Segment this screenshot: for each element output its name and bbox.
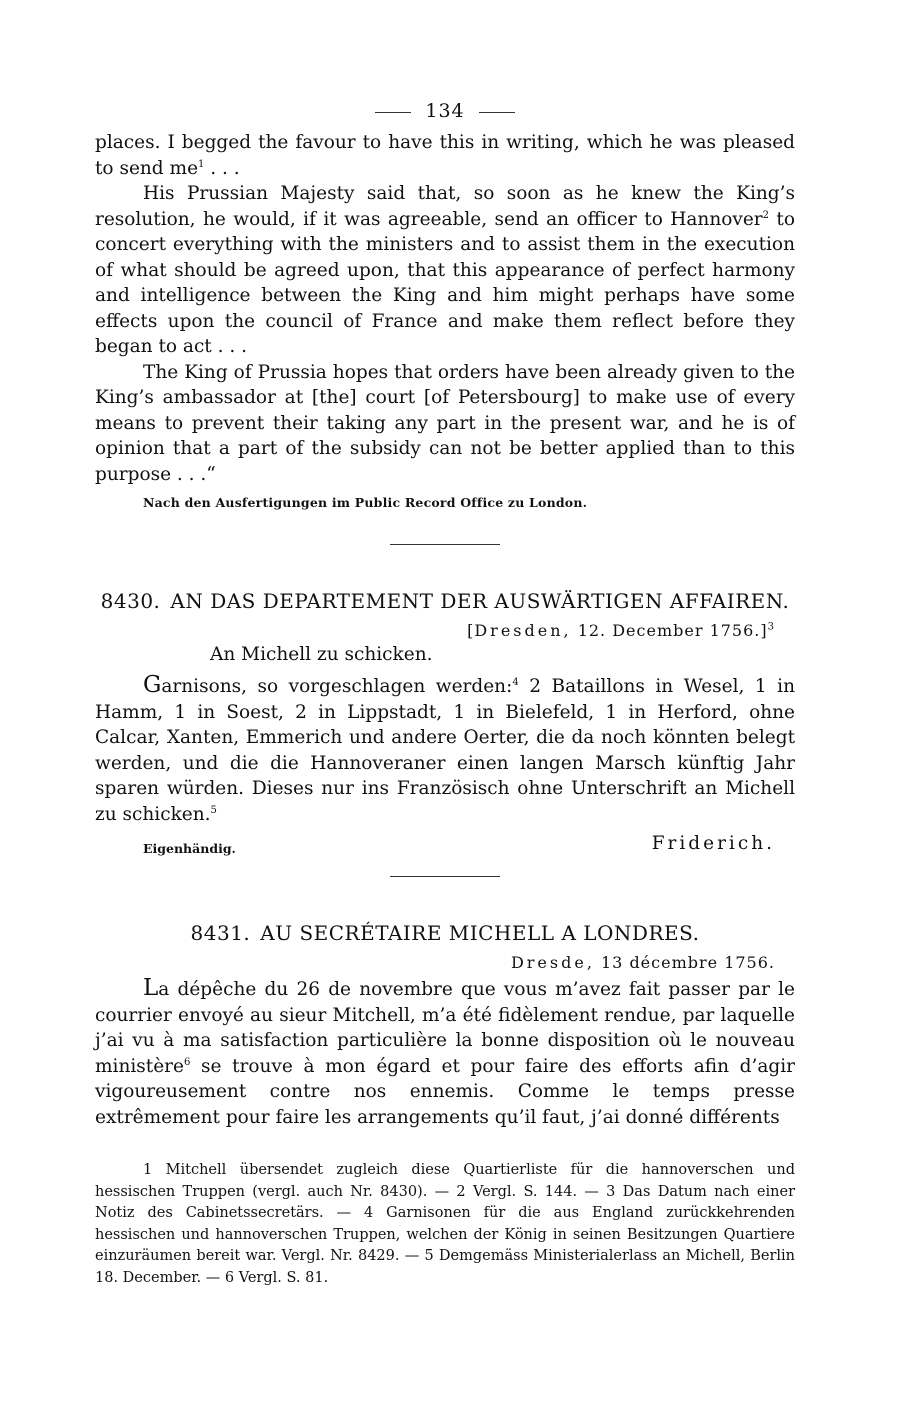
- document-8430-heading: [95, 589, 795, 613]
- date-bracket: [: [467, 621, 475, 640]
- document-8431-date: [95, 953, 775, 972]
- body-text-b: se trouve à mon égard et pour faire des efforts afin d’agir vigoureusement contre nos ennemis. Comme le temps presse extrêmement pour faire les arrangements qu’il faut, j’ai donné différents: [95, 1055, 795, 1128]
- footnote-ref-6: 6: [183, 1056, 191, 1068]
- body-text-a: a dépêche du 26 de novembre que vous m’avez fait passer par le courrier envoyé au sieur Mitchell, m’a été fidèlement rendue, par laquelle j’ai vu à ma satisfaction particulière la bonne disposition où le nouveau ministère: [95, 979, 795, 1077]
- intro-paragraph-3: The King of Prussia hopes that orders have been already given to the King’s ambassador at [the] court [of Petersbourg] to make use of every means to prevent their taking any part in the present war, and he is of opinion that a part of the subsidy can not be better applied than to this purpose . . .“: [95, 361, 795, 485]
- page-header: [95, 100, 795, 122]
- document-title: AN DAS DEPARTEMENT DER AUSWÄRTIGEN AFFAIREN.: [170, 589, 790, 613]
- signature-row: [95, 827, 795, 856]
- page-body: [95, 100, 795, 1130]
- document-number: 8430.: [100, 589, 161, 613]
- intro-para2-text-a: His Prussian Majesty said that, so soon as he knew the King’s resolution, he would, if it was agreeable, send an officer to Hannover: [95, 183, 795, 230]
- footnote-ref-4: 4: [512, 676, 519, 688]
- footnote-ref-3: 3: [767, 621, 775, 633]
- document-number: 8431.: [190, 921, 251, 945]
- footnote-ref-2: 2: [762, 209, 770, 221]
- footnote-ref-1: 1: [198, 158, 205, 170]
- document-8430-date: [95, 621, 775, 640]
- page-number: 134: [425, 100, 465, 122]
- body-text-a: arnisons, so vorgeschlagen werden:: [161, 676, 513, 697]
- initial-letter: G: [143, 672, 162, 698]
- source-note: Nach den Ausfertigungen im Public Record Office zu London.: [143, 495, 588, 510]
- body-text-b: 2 Bataillons in Wesel, 1 in Hamm, 1 in Soest, 2 in Lippstadt, 1 in Bielefeld, 1 in Herford, ohne Calcar, Xanten, Emmerich und andere Oerter, die da noch könnten belegt werden, und die die Hannoveraner einen langen Marsch künftig Jahr sparen würden. Dieses nur ins Französisch ohne Unterschrift an Michell zu schicken.: [95, 676, 795, 825]
- date-text: 13 décembre 1756.: [594, 953, 775, 972]
- intro-para1-text: places. I begged the favour to have this in writing, which he was pleased to send me: [95, 132, 795, 179]
- intro-para2-text-b: to concert everything with the ministers and to assist them in the execution of what should be agreed upon, that this appearance of perfect harmony and intelligence between the King and him might perhaps have some effects upon the council of France and make them reflect before they began to act . . .: [95, 208, 796, 357]
- intro-para1-tail: . . .: [204, 157, 240, 179]
- autograph-note: Eigenhändig.: [143, 841, 236, 856]
- date-text: 12. December 1756.]: [571, 621, 768, 640]
- header-dash-right: [479, 112, 515, 113]
- initial-letter: L: [143, 975, 159, 1001]
- document-title: AU SECRÉTAIRE MICHELL A LONDRES.: [260, 921, 700, 945]
- signature: Friderich.: [651, 833, 775, 854]
- intro-paragraph-1: [95, 130, 795, 181]
- document-8431-heading: [95, 921, 795, 945]
- document-8430-instruction: An Michell zu schicken.: [210, 644, 433, 665]
- date-place: Dresden,: [474, 621, 572, 640]
- section-divider: [390, 544, 500, 545]
- footnotes-text: 1 Mitchell übersendet zugleich diese Quartierliste für die hannoverschen und hessischen Truppen (vergl. auch Nr. 8430). — 2 Vergl. S. 144. — 3 Das Datum nach einer Notiz des Cabinetssecretärs. — 4 Garnisonen für die aus England zurückkehrenden hessischen und hannoverschen Truppen, welchen der König in seinen Besitzungen Quartiere einzuräumen bereit war. Vergl. Nr. 8429. — 5 Demgemäss Ministerialerlass an Michell, Berlin 18. December. — 6 Vergl. S. 81.: [95, 1162, 795, 1286]
- intro-paragraph-2: [95, 181, 795, 360]
- date-place: Dresde,: [510, 953, 595, 972]
- document-8430-body: [95, 673, 795, 827]
- header-dash-left: [375, 112, 411, 113]
- footnote-ref-5: 5: [210, 804, 217, 816]
- section-divider-2: [390, 876, 500, 877]
- footnotes: [95, 1160, 795, 1289]
- document-8431-body: [95, 976, 795, 1130]
